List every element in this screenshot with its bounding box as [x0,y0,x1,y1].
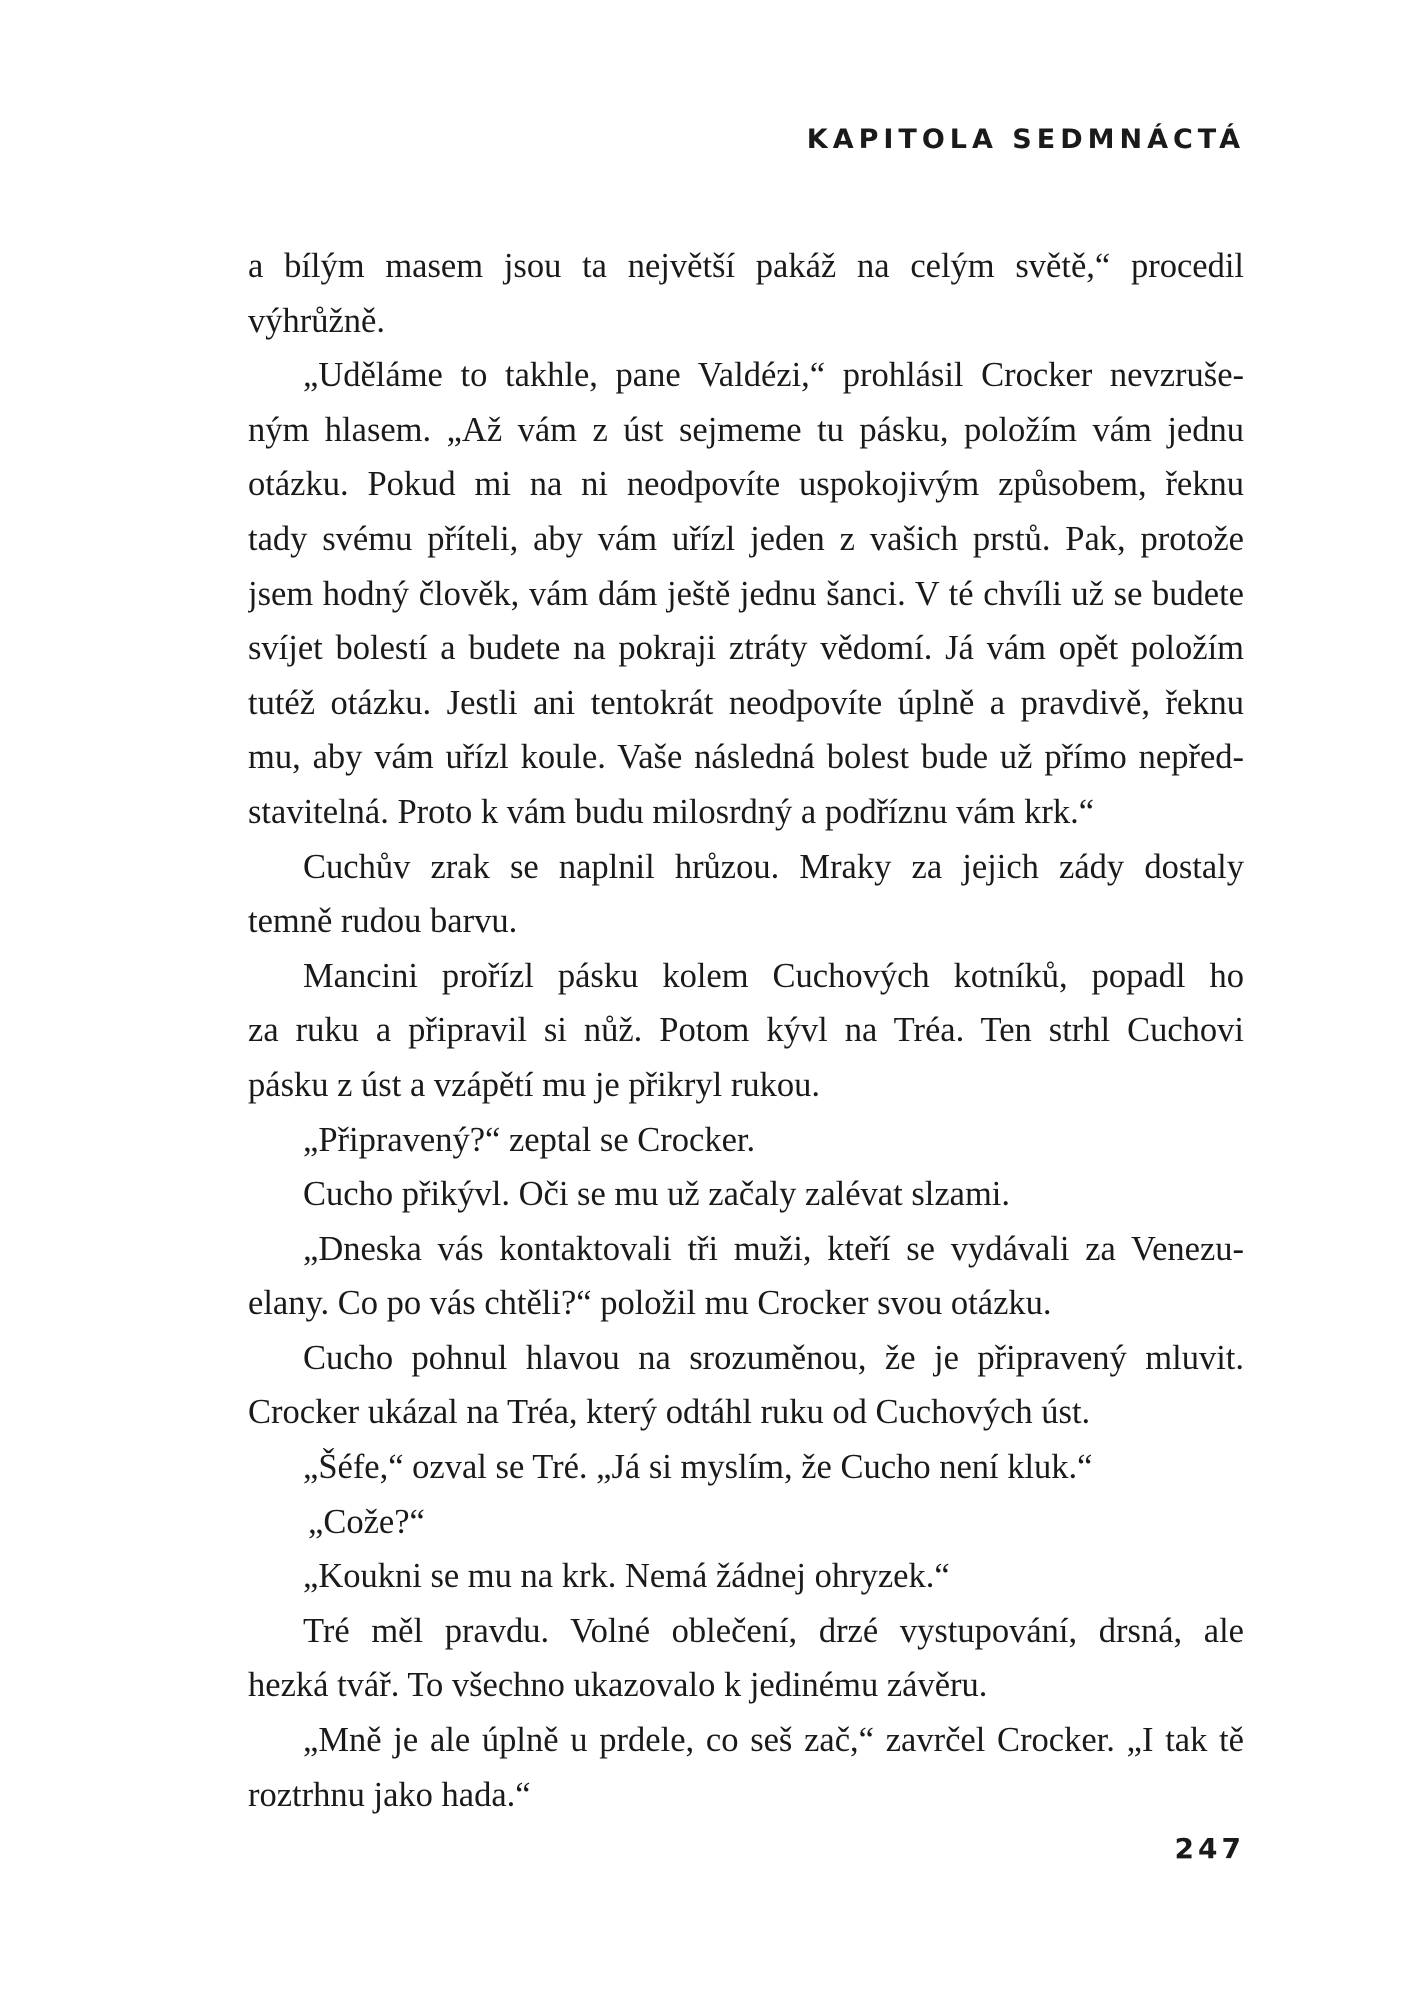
body-text [248,239,1244,1822]
text-line: hezká tvář. To všechno ukazovalo k jedinému závěru. [248,1666,988,1705]
text-line: tady svému příteli, aby vám uřízl jeden z vašich prstů. Pak, protože [248,519,1244,558]
text-line: tutéž otázku. Jestli ani tentokrát neodpovíte úplně a pravdivě, řeknu [248,683,1244,722]
text-line: roztrhnu jako hada.“ [248,1775,531,1814]
text-line: výhrůžně. [248,301,385,340]
text-line: „Koukni se mu na krk. Nemá žádnej ohryzek.“ [303,1557,950,1596]
page-number: 247 [1174,1832,1245,1865]
running-head: KAPITOLA SEDMNÁCTÁ [806,124,1245,155]
text-line: Mancini prořízl pásku kolem Cuchových kotníků, popadl ho [303,956,1244,995]
text-line: „Mně je ale úplně u prdele, co seš zač,“ zavrčel Crocker. „I tak tě [303,1721,1244,1760]
text-line: temně rudou barvu. [248,902,518,941]
text-line: a bílým masem jsou ta největší pakáž na celým světě,“ procedil [248,247,1244,285]
text-line: stavitelná. Proto k vám budu milosrdný a podříznu vám krk.“ [248,792,1095,831]
text-line: jsem hodný člověk, vám dám ještě jednu šanci. V té chvíli už se budete [248,574,1244,613]
text-line: pásku z úst a vzápětí mu je přikryl rukou. [248,1065,820,1104]
text-line: Cuchův zrak se naplnil hrůzou. Mraky za jejich zády dostaly [303,847,1244,886]
text-line: mu, aby vám uřízl koule. Vaše následná bolest bude už přímo nepřed- [248,738,1244,777]
text-line: Cucho pohnul hlavou na srozuměnou, že je připravený mluvit. [303,1338,1244,1377]
text-line: „Dneska vás kontaktovali tři muži, kteří se vydávali za Venezu- [303,1229,1244,1268]
text-line: „Připravený?“ zeptal se Crocker. [303,1120,756,1159]
text-line: elany. Co po vás chtěli?“ položil mu Crocker svou otázku. [248,1284,1052,1323]
text-line: Crocker ukázal na Tréa, který odtáhl ruku od Cuchových úst. [248,1393,1091,1432]
text-line: Tré měl pravdu. Volné oblečení, drzé vystupování, drsná, ale [303,1611,1244,1650]
text-line: Cucho přikývl. Oči se mu už začaly zalévat slzami. [303,1175,1010,1214]
text-line: „Šéfe,“ ozval se Tré. „Já si myslím, že Cucho není kluk.“ [303,1448,1093,1487]
text-line: za ruku a připravil si nůž. Potom kývl na Tréa. Ten strhl Cuchovi [248,1011,1244,1050]
text-line: ným hlasem. „Až vám z úst sejmeme tu pásku, položím vám jednu [248,410,1244,449]
text-line: „Cože?“ [308,1502,425,1541]
text-line: svíjet bolestí a budete na pokraji ztráty vědomí. Já vám opět položím [248,629,1244,668]
text-line: „Uděláme to takhle, pane Valdézi,“ prohlásil Crocker nevzruše- [303,356,1244,395]
text-line: otázku. Pokud mi na ni neodpovíte uspokojivým způsobem, řeknu [248,465,1244,504]
